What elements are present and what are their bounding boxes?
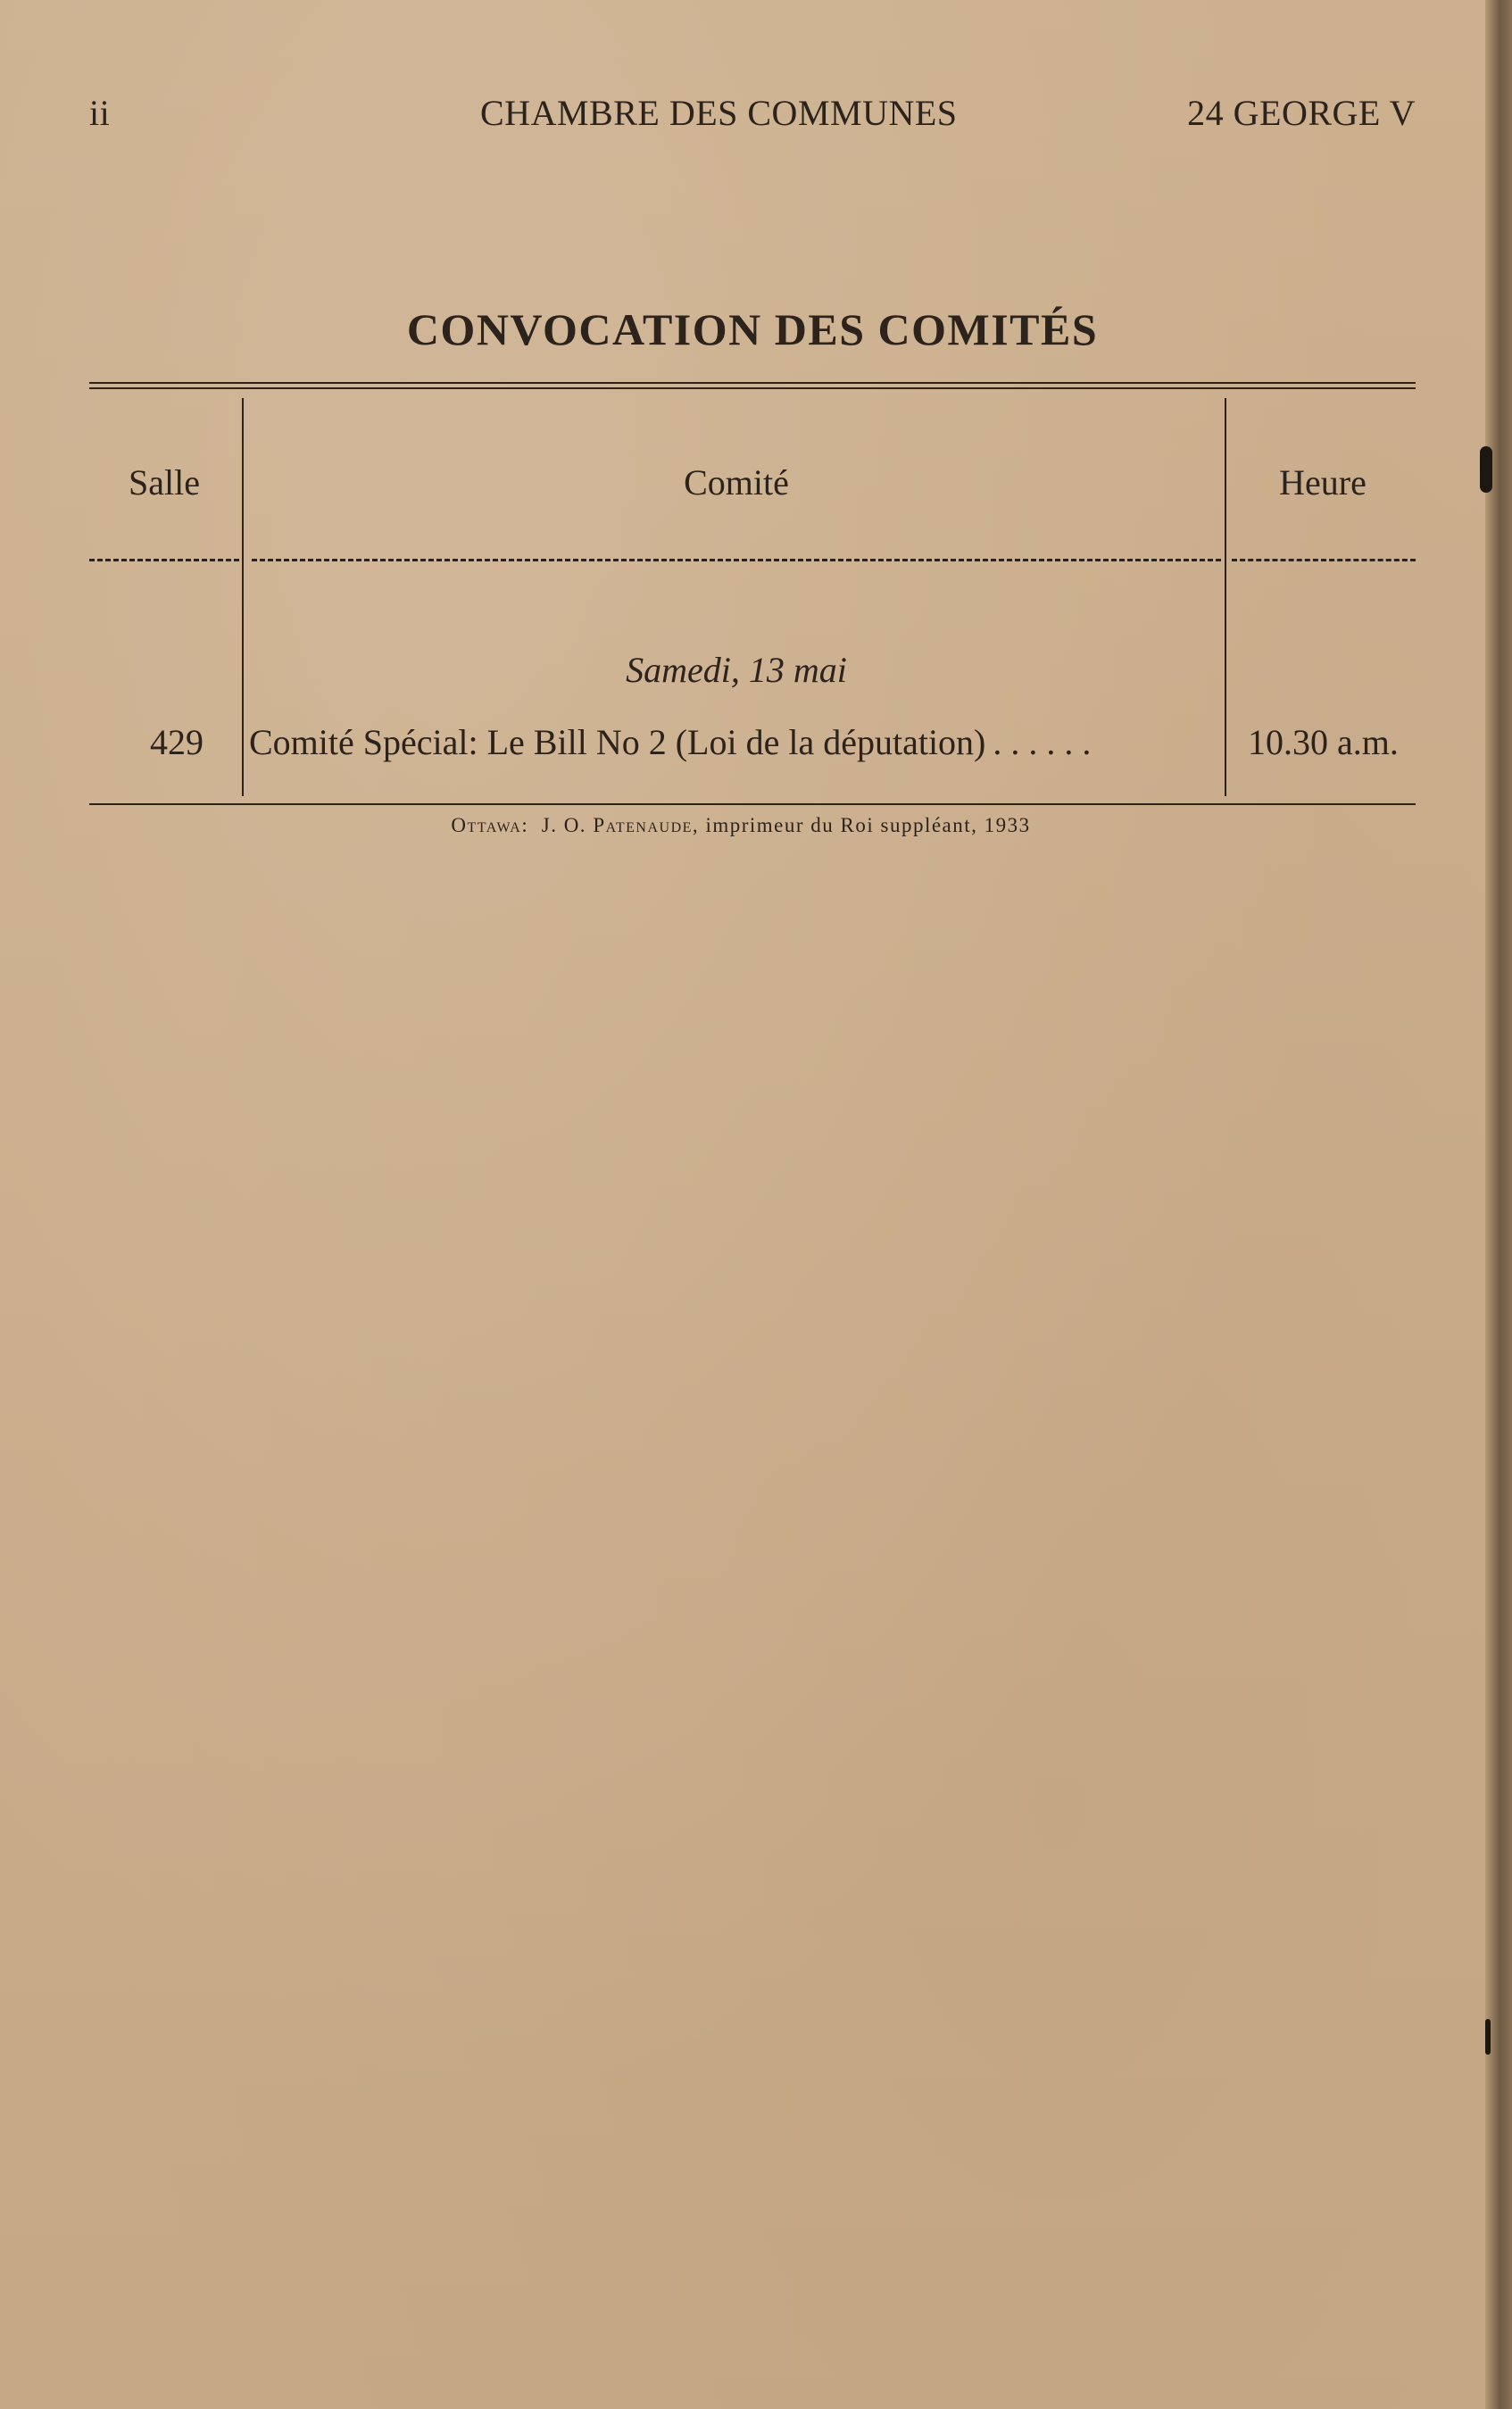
date-heading: Samedi, 13 mai [626, 650, 847, 690]
committee-entry [249, 721, 1220, 763]
imprint-printer-initials: J. O. [541, 814, 587, 836]
table-bottom-rule [89, 803, 1416, 805]
imprint-city: Ottawa: [451, 814, 529, 836]
header-rule-committee [252, 559, 1221, 561]
column-divider-time [1225, 398, 1226, 796]
imprint-printer-name: Patenaude, [593, 814, 700, 836]
committee-name: Comité Spécial: Le Bill No 2 (Loi de la députation) [249, 722, 986, 762]
imprint-rest: imprimeur du Roi suppléant, 1933 [705, 814, 1031, 836]
regnal-year: 24 GEORGE V [1187, 93, 1416, 133]
running-head [89, 92, 1416, 137]
header-rule-room [89, 559, 239, 561]
page-edge [1485, 0, 1512, 2409]
page-title: CONVOCATION DES COMITÉS [406, 304, 1099, 354]
header-rule-time [1232, 559, 1416, 561]
title-double-rule [89, 382, 1416, 389]
column-divider-room [242, 398, 244, 796]
dot-leader: . . . . . . [993, 722, 1092, 762]
publication-title: CHAMBRE DES COMMUNES [480, 93, 958, 133]
edge-tab-mark [1485, 2019, 1491, 2055]
imprint-line [89, 814, 1392, 837]
edge-tab-mark [1480, 446, 1492, 493]
room-number: 429 [150, 722, 204, 762]
header-room: Salle [129, 462, 200, 503]
header-committee: Comité [684, 462, 789, 503]
page-number: ii [89, 93, 111, 133]
header-time: Heure [1279, 462, 1367, 503]
meeting-time: 10.30 a.m. [1248, 722, 1399, 762]
